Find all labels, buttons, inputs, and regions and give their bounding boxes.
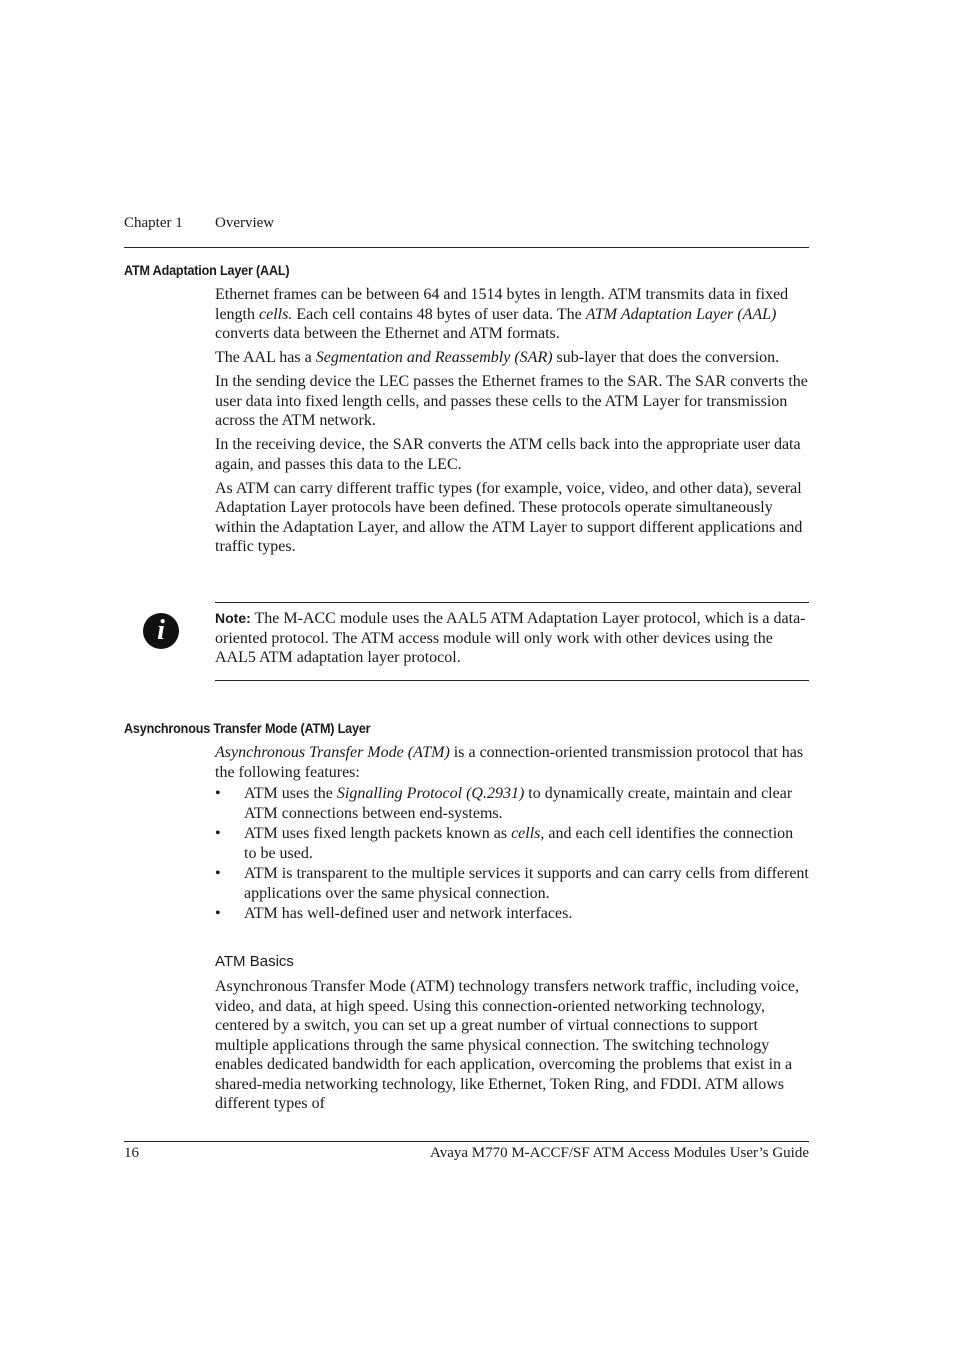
feature-list <box>215 784 809 924</box>
subheading-atm-basics: ATM Basics <box>215 953 294 970</box>
note-top-rule <box>215 602 809 603</box>
section-heading-aal: ATM Adaptation Layer (AAL) <box>124 262 290 278</box>
section-atm-layer-body <box>215 743 809 925</box>
list-item: • ATM is transparent to the multiple services it supports and can carry cells from different applications over the same physical connection. <box>215 865 809 902</box>
list-item: • ATM uses fixed length packets known as cells, and each cell identifies the connection to be used. <box>215 825 794 862</box>
section-aal-body <box>215 285 809 561</box>
list-item: • ATM uses the Signalling Protocol (Q.2931) to dynamically create, maintain and clear ATM connections between end-systems. <box>215 785 793 822</box>
paragraph: In the sending device the LEC passes the Ethernet frames to the SAR. The SAR converts the user data into fixed length cells, and passes these cells to the ATM Layer for transmission across the ATM network. <box>215 373 808 429</box>
paragraph: Asynchronous Transfer Mode (ATM) technology transfers network traffic, including voice, video, and data, at high speed. Using this connection-oriented networking technology, centered by a switch, you can set up a great number of virtual connections to support multiple applications through the same physical connection. The switching technology enables dedicated bandwidth for each application, overcoming the problems that exist in a shared-media networking technology, like Ethernet, Token Ring, and FDDI. ATM allows different types of <box>215 978 800 1112</box>
info-icon: i <box>143 613 179 649</box>
section-heading-atm-layer: Asynchronous Transfer Mode (ATM) Layer <box>124 720 371 736</box>
note-label: Note: <box>215 610 251 626</box>
paragraph: The AAL has a Segmentation and Reassembly (SAR) sub-layer that does the conversion. <box>215 349 780 366</box>
header-rule <box>124 247 809 248</box>
list-item: • ATM has well-defined user and network interfaces. <box>215 905 573 922</box>
chapter-label: Chapter 1 <box>124 215 183 231</box>
footer-rule <box>124 1141 809 1142</box>
note-text: Note: The M-ACC module uses the AAL5 ATM Adaptation Layer protocol, which is a data-oriented protocol. The ATM access module will only work with other devices using the AAL5 ATM adaptation layer protocol. <box>215 610 806 666</box>
section-atm-basics-body <box>215 977 809 1118</box>
chapter-title: Overview <box>215 215 275 231</box>
paragraph: In the receiving device, the SAR converts the ATM cells back into the appropriate user data again, and passes this data to the LEC. <box>215 436 801 473</box>
paragraph: Asynchronous Transfer Mode (ATM) is a connection-oriented transmission protocol that has the following features: <box>215 744 804 781</box>
document-title: Avaya M770 M-ACCF/SF ATM Access Modules User’s Guide <box>429 1145 809 1161</box>
note-bottom-rule <box>215 680 809 681</box>
running-header <box>124 215 274 232</box>
page-number: 16 <box>124 1145 139 1161</box>
paragraph: As ATM can carry different traffic types (for example, voice, video, and other data), several Adaptation Layer protocols have been defined. These protocols operate simultaneously within the Adaptation Layer, and allow the ATM Layer to support different applications and traffic types. <box>215 479 803 555</box>
paragraph: Ethernet frames can be between 64 and 1514 bytes in length. ATM transmits data in fixed length cells. Each cell contains 48 bytes of user data. The ATM Adaptation Layer (AAL) converts data between the Ethernet and ATM formats. <box>215 286 789 342</box>
